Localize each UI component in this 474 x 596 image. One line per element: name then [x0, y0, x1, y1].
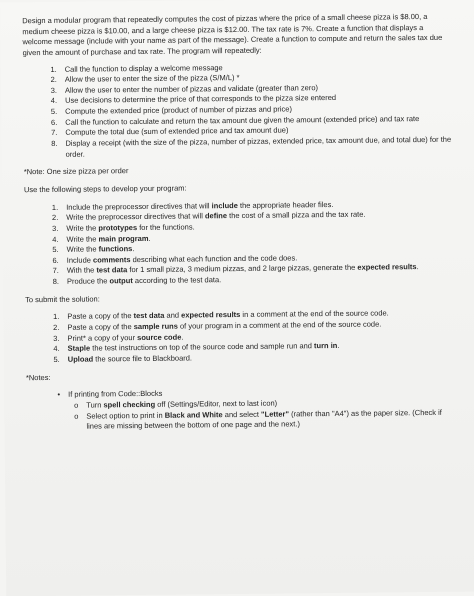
list-number: 5.	[52, 245, 59, 255]
list-text: Include comments describing what each function and the code does.	[66, 253, 298, 265]
list-text: Staple the test instructions on top of the source code and sample run and turn in.	[67, 341, 340, 354]
list-text: Allow the user to enter the size of the pizza (S/M/L) *	[64, 73, 240, 85]
note-one-size: *Note: One size pizza per order	[23, 166, 129, 177]
list-text: Write the main program.	[66, 233, 151, 244]
list-number: 5.	[53, 354, 60, 364]
list-number: 2.	[51, 213, 59, 223]
intro-paragraph: Design a modular program that repeatedly computes the cost of pizzas where the price of a small cheese pizza is $8.00, a medium cheese pizza is $10.00, and a large cheese pizza is $12.00. The tax rate is 7%. Create a function that displays a welcome message (include with your name as part of the message). Create a function to compute and return the sales tax due given the amount of purchase and tax rate. The program will repeatedly:	[22, 12, 443, 58]
list-number: 6.	[50, 117, 58, 127]
list-number: 4.	[53, 344, 60, 354]
list-text: Write the prototypes for the functions.	[66, 222, 195, 233]
list-number: 2.	[50, 75, 57, 85]
circle-bullet-icon: o	[74, 400, 79, 410]
list-number: 7.	[51, 128, 58, 138]
list-text: Print* a copy of your source code.	[67, 332, 184, 343]
list-number: 3.	[53, 333, 60, 343]
list-text: Call the function to display a welcome message	[64, 62, 223, 74]
list-number: 4.	[52, 234, 59, 244]
circle-bullet-icon: o	[74, 411, 79, 421]
bullet-text: Select option to print in Black and White and select "Letter" (rather than "A4") as the paper size. (Check if lines are missing between the bottom of one page and the next.)	[86, 407, 442, 431]
bullet-icon: •	[57, 390, 61, 400]
list-text: Compute the extended price (product of number of pizzas and price)	[65, 104, 292, 116]
steps-intro: Use the following steps to develop your program:	[23, 183, 187, 195]
list-item	[23, 135, 455, 161]
submit-intro: To submit the solution:	[25, 294, 100, 304]
list-number: 1.	[51, 202, 59, 212]
list-text: Compute the total due (sum of extended price and tax amount due)	[65, 125, 289, 138]
list-number: 3.	[52, 223, 59, 233]
list-number: 6.	[52, 255, 59, 265]
list-text: Call the function to calculate and return the tax amount due given the amount (extended price) and tax rate	[65, 113, 420, 127]
list-number: 8.	[51, 138, 58, 148]
list-number: 1.	[52, 312, 60, 322]
program-steps-list	[23, 60, 456, 160]
list-text: Paste a copy of the sample runs of your program in a comment at the end of the source code.	[67, 319, 382, 332]
list-text: Display a receipt (with the size of the pizza, number of pizzas, extended price, tax amount due, and total due) for the order.	[65, 134, 452, 159]
list-number: 4.	[50, 96, 58, 106]
list-text: Include the preprocessor directives that will include the appropriate header files.	[66, 199, 334, 212]
submission-steps-list	[25, 308, 458, 366]
list-text: With the test data for 1 small pizza, 3 medium pizzas, and 2 large pizzas, generate the expected results.	[66, 262, 419, 276]
notes-label: *Notes:	[25, 372, 51, 382]
list-number: 7.	[52, 266, 59, 276]
development-steps-list	[24, 198, 457, 288]
list-item	[26, 407, 458, 433]
list-number: 5.	[50, 107, 58, 117]
notes-list	[26, 386, 458, 433]
list-text: Allow the user to enter the number of pizzas and validate (greater than zero)	[64, 83, 319, 95]
list-number: 2.	[53, 322, 60, 332]
list-text: Write the preprocessor directives that will define the cost of a small pizza and the tax rate.	[66, 209, 366, 223]
list-number: 8.	[52, 276, 59, 287]
list-text: Paste a copy of the test data and expected results in a comment at the end of the source code.	[67, 308, 389, 322]
list-number: 1.	[50, 64, 57, 74]
list-text: Upload the source file to Blackboard.	[67, 353, 193, 364]
bullet-text: If printing from Code::Blocks	[68, 389, 163, 400]
list-text: Produce the output according to the test data.	[66, 275, 222, 286]
list-text: Write the functions.	[66, 244, 135, 254]
bullet-text: Turn spell checking off (Settings/Editor, next to last icon)	[86, 398, 278, 410]
list-text: Use decisions to determine the price of that corresponds to the pizza size entered	[64, 93, 337, 106]
list-number: 3.	[50, 85, 57, 95]
